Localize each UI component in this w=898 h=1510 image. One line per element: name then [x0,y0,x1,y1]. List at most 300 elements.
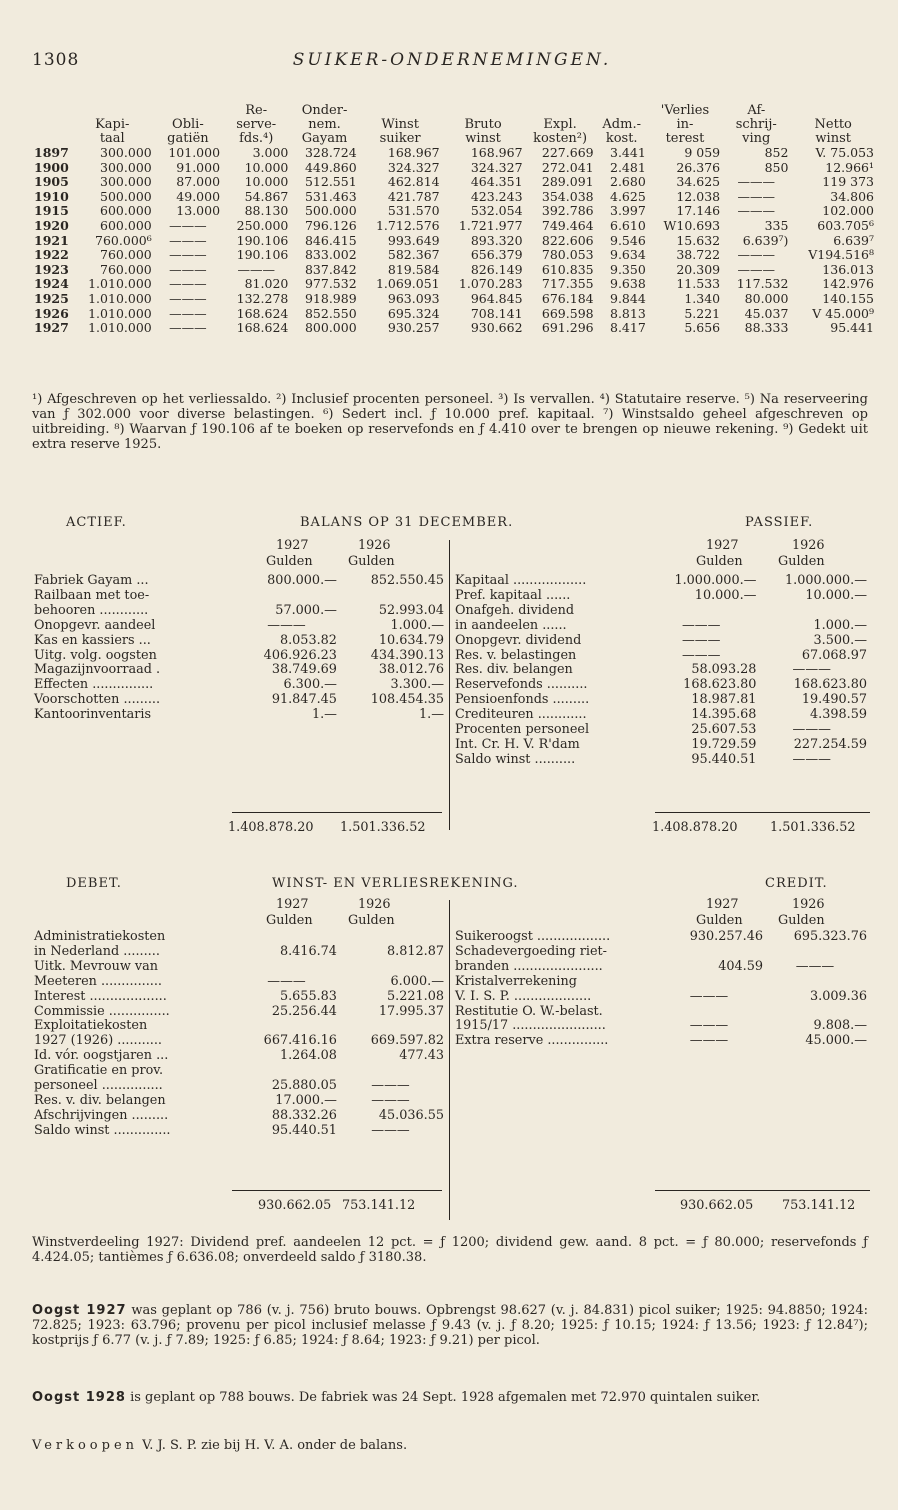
statistics-value-cell: 1.712.576 [375,217,440,233]
pl-right-year-1: 1927 [706,897,739,912]
statistics-value-cell: 610.835 [541,261,594,277]
statistics-value-cell: W10.693 [663,217,721,233]
balance-liabilities-table [455,574,867,768]
statistics-value-cell: ——— [169,261,207,277]
ledger-label: Schadevergoeding riet- [455,943,607,959]
ledger-label: Kantoorinventaris [34,707,152,723]
ledger-label: Extra reserve ............... [455,1033,609,1049]
ledger-amount: 58.093.28 [691,662,757,678]
statistics-value-cell: 1.010.000 [88,290,152,306]
ledger-label: Onopgevr. dividend [455,632,582,648]
ledger-amount [337,930,444,945]
statistics-value-cell: ——— [169,320,207,336]
ledger-amount [337,960,444,975]
statistics-row [32,321,876,336]
statistics-value-cell: 708.141 [470,305,523,321]
ledger-amount: 17.995.37 [378,1003,444,1019]
ledger-label: Meeteren ............... [34,973,162,989]
ledger-amount: 8.812.87 [387,943,444,959]
statistics-year-cell: 1922 [34,247,69,263]
ledger-row [34,1005,444,1020]
ledger-row [455,1019,867,1034]
statistics-value-cell: V194.516⁸ [808,247,874,263]
statistics-value-cell: 119 373 [822,174,874,190]
ledger-amount: ——— [689,1033,729,1049]
ledger-label: Res. v. div. belangen [34,1092,166,1108]
ledger-amount: ——— [681,647,721,663]
statistics-value-cell: 691.296 [541,320,594,336]
statistics-value-cell: 335 [764,217,789,233]
statistics-value-cell: 1.010.000 [88,276,152,292]
ledger-amount: 669.597.82 [370,1033,444,1049]
statistics-value-cell: V 45.000⁹ [812,305,874,321]
statistics-column-header: Bruto winst [464,117,502,146]
statistics-year-cell: 1915 [34,203,69,219]
statistics-value-cell: 749.464 [541,217,594,233]
statistics-value-cell: 822.606 [541,232,594,248]
sales-paragraph [32,1438,868,1453]
ledger-amount: 667.416.16 [263,1033,337,1049]
statistics-column-header: Af- schrij- ving [735,103,777,146]
statistics-value-cell: 6.639⁷ [833,232,874,248]
statistics-value-cell: 656.379 [470,247,523,263]
statistics-value-cell: 846.415 [304,232,357,248]
ledger-label: Voorschotten ......... [34,692,161,708]
pl-right-total-1927: 930.662.05 [680,1198,754,1213]
statistics-value-cell: ——— [169,217,207,233]
ledger-row [34,589,444,604]
statistics-value-cell: ——— [737,188,776,204]
statistics-value-cell: ——— [169,247,207,263]
statistics-value-cell: 102.000 [822,203,874,219]
ledger-row [455,945,867,960]
statistics-column-header: Onder- nem. Gayam [301,103,348,146]
ledger-row [34,708,444,723]
statistics-year-cell: 1900 [34,159,69,175]
ledger-row [34,649,444,664]
ledger-label: Suikeroogst .................. [455,929,611,944]
ledger-amount: 25.607.53 [691,722,757,738]
pl-left-unit-1: Gulden [266,913,313,928]
statistics-value-cell: 6.639⁷) [742,232,789,248]
statistics-value-cell: 49.000 [176,188,221,204]
ledger-amount: 227.254.59 [793,736,867,752]
ledger-amount: ——— [681,617,721,633]
statistics-year-cell: 1924 [34,276,69,292]
statistics-value-cell: 392.786 [541,203,594,219]
statistics-row [32,146,876,161]
statistics-value-cell: 760.000 [100,247,152,263]
statistics-row [32,292,876,307]
ledger-label: Id. vór. oogstjaren ... [34,1048,169,1064]
ledger-amount: 91.847.45 [271,692,337,708]
ledger-row [34,1124,444,1139]
ledger-amount: 800.000.— [267,573,337,588]
pl-left-year-1: 1927 [276,897,309,912]
ledger-amount [763,945,867,960]
balance-right-unit-2: Gulden [778,554,825,569]
statistics-year-cell: 1897 [34,145,69,160]
statistics-value-cell: 852.550 [304,305,357,321]
ledger-label: Administratiekosten [34,929,166,944]
statistics-year-cell: 1926 [34,305,69,321]
ledger-label: Onopgevr. aandeel [34,617,156,633]
balance-left-unit-2: Gulden [348,554,395,569]
statistics-value-cell: ——— [169,290,207,306]
balance-left-year-2: 1926 [358,538,391,553]
statistics-value-cell: 289.091 [541,174,594,190]
ledger-amount: 10.000.— [694,587,757,603]
pl-right-total-1926: 753.141.12 [782,1198,856,1213]
ledger-amount [337,589,444,604]
statistics-value-cell: 54.867 [244,188,289,204]
ledger-amount: 695.323.76 [793,929,867,944]
ledger-amount: 14.395.68 [691,707,757,723]
statistics-value-cell: 449.860 [304,159,357,175]
statistics-row [32,175,876,190]
statistics-value-cell: 796.126 [304,217,357,233]
statistics-value-cell: 88.333 [744,320,789,336]
ledger-amount: 404.59 [718,958,763,974]
ledger-label: Kas en kassiers ... [34,632,151,648]
pl-right-year-2: 1926 [792,897,825,912]
ledger-amount: 434.390.13 [370,647,444,663]
ledger-amount: ——— [371,1078,410,1094]
statistics-value-cell: 142.976 [822,276,874,292]
statistics-value-cell: 4.625 [610,188,646,204]
statistics-column-header: Kapi- taal [95,117,130,146]
statistics-value-cell: 38.722 [676,247,721,263]
statistics-value-cell: 695.324 [387,305,440,321]
pl-left-total-1927: 930.662.05 [258,1198,332,1213]
ledger-row [34,663,444,678]
ledger-row [455,634,867,649]
statistics-value-cell: 91.000 [176,159,221,175]
ledger-amount: 19.490.57 [801,692,867,708]
statistics-value-cell: 717.355 [541,276,594,292]
ledger-amount: ——— [689,1018,729,1034]
ledger-amount [236,1064,337,1079]
ledger-amount: 38.749.69 [271,662,337,678]
ledger-amount: 18.987.81 [691,692,757,708]
pl-left-heading: DEBET. [66,876,122,891]
ledger-amount: 1.— [418,707,444,723]
running-title: SUIKER-ONDERNEMINGEN. [292,50,612,70]
ledger-label: Kristalverrekening [455,973,577,989]
harvest-1928-paragraph [32,1390,868,1405]
statistics-value-cell: 9 059 [684,145,721,160]
statistics-value-cell: V. 75.053 [815,145,874,160]
ledger-amount: 25.256.44 [271,1003,337,1019]
harvest-1927-label: Oogst 1927 [32,1303,127,1318]
statistics-year-cell: 1925 [34,290,69,306]
ledger-label: Afschrijvingen ......... [34,1107,169,1123]
ledger-label: Crediteuren ............ [455,707,587,723]
ledger-amount: ——— [371,1122,410,1138]
pl-credit-table [455,930,867,1049]
ledger-amount: ——— [792,722,831,738]
balance-left-total-1926: 1.501.336.52 [340,820,426,835]
ledger-label: Magazijnvoorraad . [34,662,161,678]
ledger-row [455,723,867,738]
ledger-amount: ——— [267,617,306,633]
ledger-label: Interest ................... [34,988,167,1004]
ledger-row [34,634,444,649]
statistics-year-cell: 1921 [34,232,69,248]
ledger-row [34,619,444,634]
ledger-row [455,693,867,708]
statistics-column-header: Expl. kosten²) [533,117,588,146]
statistics-value-cell: ——— [737,247,776,263]
ledger-amount: 4.398.59 [810,707,867,723]
pl-title: WINST- EN VERLIESREKENING. [272,876,519,891]
statistics-value-cell: 10.000 [244,159,289,175]
pl-right-unit-2: Gulden [778,913,825,928]
statistics-column-header: Netto winst [814,117,852,146]
page-number: 1308 [32,50,80,70]
statistics-value-cell: 34.625 [676,174,721,190]
ledger-amount: 9.808.— [813,1018,867,1034]
ledger-row [455,1034,867,1049]
ledger-label: in aandeelen ...... [455,617,567,633]
statistics-value-cell: 669.598 [541,305,594,321]
ledger-label: Effecten ............... [34,677,154,693]
statistics-column-header: Adm.- kost. [602,117,641,146]
statistics-row [32,219,876,234]
statistics-column-header: Re- serve- fds.⁴) [236,103,277,146]
ledger-label: V. I. S. P. ................... [455,988,592,1004]
statistics-value-cell: 20.309 [676,261,721,277]
pl-left-total-rule [232,1190,442,1191]
balance-assets-table [34,574,444,723]
statistics-value-cell: 6.610 [610,217,646,233]
ledger-amount: 17.000.— [275,1092,337,1108]
statistics-value-cell: 227.669 [541,145,594,160]
statistics-value-cell: 34.806 [830,188,874,204]
statistics-value-cell: 9.546 [610,232,646,248]
statistics-value-cell: 464.351 [470,174,523,190]
ledger-amount: 1.000.— [390,617,444,633]
sales-label: Verkoopen [32,1438,139,1453]
statistics-value-cell: 250.000 [236,217,289,233]
statistics-value-cell: 11.533 [676,276,721,292]
ledger-amount: 3.300.— [390,677,444,693]
ledger-amount: 57.000.— [275,602,337,618]
ledger-amount: ——— [792,662,831,678]
statistics-value-cell: 9.634 [610,247,646,263]
statistics-value-cell: 531.570 [387,203,440,219]
statistics-footnotes: ¹) Afgeschreven op het verliessaldo. ²) Inclusief procenten personeel. ³) Is vervallen. ⁴) Statutaire reserve. ⁵) Na reserveering van ƒ 302.000 voor diverse belastingen. ⁶) Sedert incl. ƒ 10.000 pref. kapitaal. ⁷) Winstsaldo geheel afgeschreven op uitbreiding. ⁸) Waarvan ƒ 190.106 af te boeken op reservefonds en ƒ 4.410 over te brengen op nieuwe rekening. ⁹) Gedekt uit extra reserve 1925. [32,392,868,452]
ledger-amount: 67.068.97 [801,647,867,663]
pl-divider [449,900,450,1220]
ledger-amount: 45.036.55 [378,1107,444,1123]
statistics-year-cell: 1910 [34,188,69,204]
ledger-label: Railbaan met toe- [34,587,150,603]
statistics-row [32,263,876,278]
statistics-value-cell: 136.013 [822,261,874,277]
statistics-year-cell: 1905 [34,174,69,190]
ledger-amount [236,930,337,945]
ledger-amount: 52.993.04 [378,602,444,618]
ledger-row [34,1079,444,1094]
statistics-value-cell: ——— [737,174,776,190]
ledger-amount: 6.300.— [283,677,337,693]
ledger-amount: 477.43 [399,1048,444,1064]
ledger-amount: 168.623.80 [683,677,757,693]
ledger-label: Uitg. volg. oogsten [34,647,157,663]
statistics-value-cell: 977.532 [304,276,357,292]
statistics-value-cell: ——— [169,305,207,321]
ledger-label: Saldo winst .......... [455,751,576,767]
ledger-label: Reservefonds .......... [455,677,588,693]
statistics-value-cell: 88.130 [244,203,289,219]
statistics-value-cell: 168.624 [236,305,289,321]
balance-divider [449,540,450,830]
ledger-amount: ——— [371,1092,410,1108]
ledger-row [34,975,444,990]
ledger-row [455,574,867,589]
ledger-row [34,1094,444,1109]
pl-left-year-2: 1926 [358,897,391,912]
pl-right-total-rule [655,1190,870,1191]
statistics-value-cell: 893.320 [470,232,523,248]
ledger-row [455,604,867,619]
statistics-column-header: Winst suiker [379,117,421,146]
statistics-value-cell: 800.000 [304,320,357,336]
ledger-row [455,990,867,1005]
statistics-value-cell: 930.257 [387,320,440,336]
balance-right-heading: PASSIEF. [745,515,814,530]
ledger-row [455,930,867,945]
statistics-value-cell: 300.000 [100,174,152,190]
harvest-1928-text: is geplant op 788 bouws. De fabriek was 24 Sept. 1928 afgemalen met 72.970 quintalen suiker. [130,1390,761,1405]
statistics-value-cell: 190.106 [236,232,289,248]
ledger-row [34,1019,444,1034]
ledger-amount [655,975,763,990]
statistics-row [32,234,876,249]
ledger-amount [236,589,337,604]
ledger-label: Pref. kapitaal ...... [455,587,571,603]
pl-right-unit-1: Gulden [696,913,743,928]
statistics-column-header [32,104,71,146]
ledger-row [34,1064,444,1079]
ledger-amount: 1.000.000.— [674,573,757,588]
harvest-1927-paragraph [32,1303,868,1348]
statistics-value-cell: 101.000 [168,145,221,160]
statistics-value-cell: ——— [169,276,207,292]
statistics-value-cell: 1.069.051 [375,276,440,292]
ledger-label: Int. Cr. H. V. R'dam [455,736,580,752]
ledger-label: branden ...................... [455,958,603,974]
harvest-1928-label: Oogst 1928 [32,1390,126,1405]
ledger-row [34,960,444,975]
statistics-value-cell: 852 [764,145,789,160]
ledger-row [34,1034,444,1049]
statistics-value-cell: 8.813 [610,305,646,321]
statistics-value-cell: 532.054 [470,203,523,219]
ledger-amount: 930.257.46 [689,929,763,944]
ledger-label: Commissie ............... [34,1003,170,1019]
statistics-value-cell: 1.010.000 [88,320,152,336]
pl-right-heading: CREDIT. [765,876,828,891]
ledger-label: Gratificatie en prov. [34,1063,164,1079]
statistics-value-cell: 45.037 [744,305,789,321]
ledger-label: Res. v. belastingen [455,647,577,663]
statistics-value-cell: 354.038 [541,188,594,204]
balance-left-total-1927: 1.408.878.20 [228,820,314,835]
ledger-amount: 88.332.26 [271,1107,337,1123]
ledger-amount: 5.221.08 [387,988,444,1004]
ledger-amount: ——— [792,751,831,767]
ledger-amount [337,1064,444,1079]
ledger-row [455,619,867,634]
statistics-value-cell: 760.000 [100,261,152,277]
statistics-value-cell: 81.020 [244,276,289,292]
ledger-row [455,1005,867,1020]
ledger-amount: 406.926.23 [263,647,337,663]
ledger-amount: 5.655.83 [279,988,337,1004]
ledger-row [34,574,444,589]
pl-left-unit-2: Gulden [348,913,395,928]
statistics-value-cell: 12.038 [676,188,721,204]
balance-left-year-1: 1927 [276,538,309,553]
statistics-value-cell: 964.845 [470,290,523,306]
ledger-amount: 8.053.82 [279,632,337,648]
ledger-label: 1927 (1926) ........... [34,1033,163,1049]
sales-text: V. J. S. P. zie bij H. V. A. onder de balans. [142,1438,408,1453]
statistics-value-cell: 837.842 [304,261,357,277]
ledger-amount: 1.264.08 [279,1048,337,1064]
ledger-row [455,708,867,723]
statistics-value-cell: 918.989 [304,290,357,306]
statistics-value-cell: 826.149 [470,261,523,277]
balance-right-total-1926: 1.501.336.52 [770,820,856,835]
ledger-label: Procenten personeel [455,722,590,738]
statistics-value-cell: 421.787 [387,188,440,204]
statistics-value-cell: 780.053 [541,247,594,263]
statistics-value-cell: 423.243 [470,188,523,204]
statistics-value-cell: 1.721.977 [458,217,523,233]
statistics-value-cell: 95.441 [830,320,874,336]
statistics-row [32,161,876,176]
statistics-row [32,190,876,205]
ledger-label: Restitutie O. W.-belast. [455,1003,603,1019]
statistics-body [32,146,876,336]
balance-right-total-rule [655,812,870,813]
statistics-value-cell: 300.000 [100,145,152,160]
statistics-value-cell: 324.327 [387,159,440,175]
ledger-amount [236,960,337,975]
statistics-value-cell: 603.705⁶ [817,217,874,233]
ledger-amount: 3.009.36 [810,988,867,1004]
statistics-value-cell: 993.649 [387,232,440,248]
statistics-value-cell: 600.000 [100,217,152,233]
balance-right-unit-1: Gulden [696,554,743,569]
ledger-amount: ——— [689,988,729,1004]
ledger-label: Fabriek Gayam ... [34,573,149,588]
statistics-value-cell: 760.000⁶ [95,232,152,248]
ledger-amount: 6.000.— [390,973,444,989]
ledger-amount: 1.000.— [813,617,867,633]
statistics-value-cell: 500.000 [304,203,357,219]
statistics-value-cell: 9.350 [610,261,646,277]
ledger-amount: 1.000.000.— [785,573,867,588]
statistics-value-cell: 140.155 [822,290,874,306]
ledger-row [455,975,867,990]
statistics-value-cell: 190.106 [236,247,289,263]
ledger-amount: 168.623.80 [793,677,867,693]
statistics-value-cell: 3.441 [610,145,646,160]
